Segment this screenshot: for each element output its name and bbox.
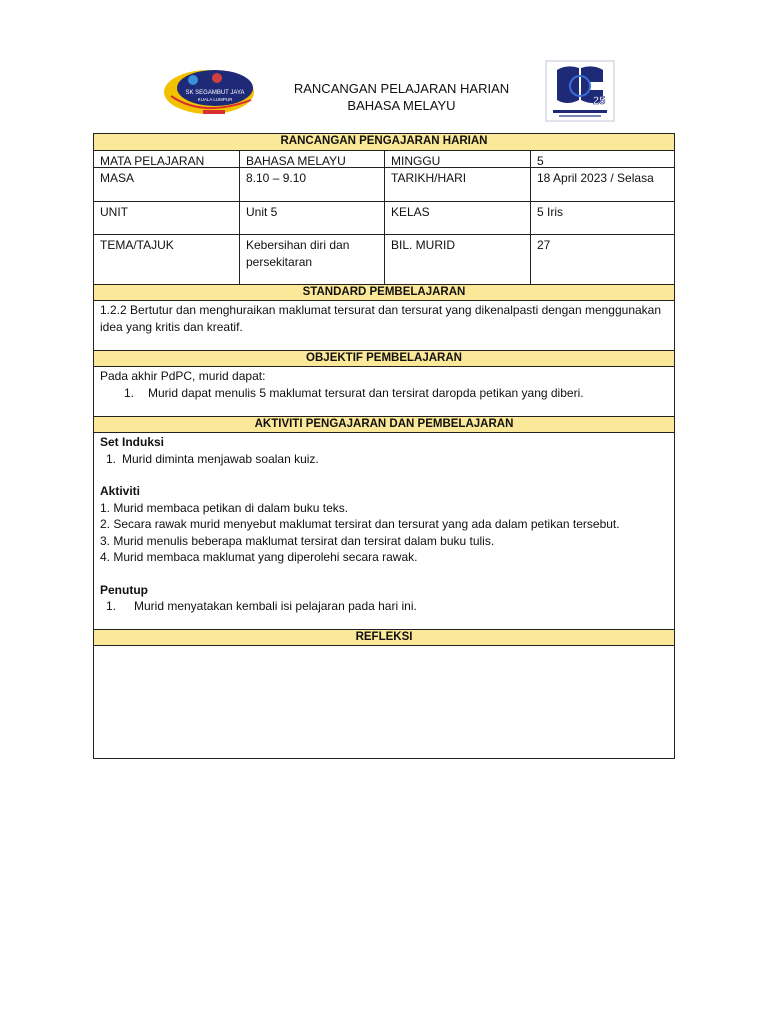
label-masa: MASA xyxy=(100,171,135,185)
label-minggu: MINGGU xyxy=(384,151,530,167)
aktiviti-title: Aktiviti xyxy=(100,484,141,498)
document-subtitle: BAHASA MELAYU xyxy=(347,98,456,113)
penutup-text: Murid menyatakan kembali isi pelajaran pada hari ini. xyxy=(134,599,417,613)
objektif-intro: Pada akhir PdPC, murid dapat: xyxy=(100,369,266,383)
objektif-content xyxy=(94,367,674,416)
info-row-unit xyxy=(94,201,674,234)
kssr-logo xyxy=(545,60,615,122)
objektif-heading: OBJEKTIF PEMBELAJARAN xyxy=(306,352,462,364)
standard-heading: STANDARD PEMBELAJARAN xyxy=(302,286,466,298)
school-logo-text-2: KUALA LUMPUR xyxy=(197,97,233,102)
label-mata-pelajaran: MATA PELAJARAN xyxy=(100,154,205,168)
label-unit: UNIT xyxy=(100,205,128,219)
aktiviti-heading: AKTIVITI PENGAJARAN DAN PEMBELAJARAN xyxy=(254,418,514,430)
objektif-band xyxy=(94,350,674,366)
aktiviti-content xyxy=(94,433,674,629)
refleksi-area xyxy=(94,645,674,758)
standard-text: 1.2.2 Bertutur dan menghuraikan maklumat tersurat dan tersurat yang dikenalpasti dengan menggunakan idea yang kritis dan kreatif. xyxy=(100,303,662,334)
set-induksi-title: Set Induksi xyxy=(100,435,165,449)
standard-row xyxy=(94,300,674,350)
value-kelas: 5 Iris xyxy=(530,202,674,234)
aktiviti-item-3: 3. Murid menulis beberapa maklumat tersirat dan tersirat dalam buku tulis. xyxy=(100,533,495,548)
label-bil-murid: BIL. MURID xyxy=(384,235,530,284)
penutup-item xyxy=(100,598,668,615)
refleksi-heading: REFLEKSI xyxy=(355,631,413,643)
document-title: RANCANGAN PELAJARAN HARIAN xyxy=(293,81,510,96)
info-row-theme xyxy=(94,234,674,284)
objektif-row xyxy=(94,366,674,416)
set-induksi-number: 1. xyxy=(106,451,117,466)
value-minggu: 5 xyxy=(530,151,674,167)
aktiviti-band xyxy=(94,416,674,432)
objektif-item-number: 1. xyxy=(124,385,135,400)
table-title: RANCANGAN PENGAJARAN HARIAN xyxy=(280,135,488,147)
aktiviti-item-4: 4. Murid membaca maklumat yang diperolehi secara rawak. xyxy=(100,550,418,564)
standard-band xyxy=(94,284,674,300)
document-header xyxy=(260,80,543,114)
kssr-logo-number: 25 xyxy=(593,95,606,107)
lesson-plan-table xyxy=(93,133,675,759)
label-tema-tajuk: TEMA/TAJUK xyxy=(100,238,174,252)
aktiviti-item-1: 1. Murid membaca petikan di dalam buku teks. xyxy=(100,500,349,515)
value-unit: Unit 5 xyxy=(239,202,384,234)
label-kelas: KELAS xyxy=(384,202,530,234)
objektif-item-text: Murid dapat menulis 5 maklumat tersurat dan tersirat daropda petikan yang diberi. xyxy=(148,385,584,400)
aktiviti-item-2: 2. Secara rawak murid menyebut maklumat tersirat dan tersurat yang ada dalam petikan tersebut. xyxy=(100,517,620,531)
info-row-subject xyxy=(94,150,674,167)
penutup-number: 1. xyxy=(106,599,117,613)
value-tema-tajuk: Kebersihan diri dan persekitaran xyxy=(239,235,384,284)
set-induksi-item xyxy=(100,451,668,468)
school-logo-text-1: SK SEGAMBUT JAYA xyxy=(185,90,245,96)
value-mata-pelajaran: BAHASA MELAYU xyxy=(239,151,384,167)
set-induksi-text: Murid diminta menjawab soalan kuiz. xyxy=(122,451,319,466)
penutup-title: Penutup xyxy=(100,582,148,597)
table-title-band xyxy=(94,134,674,150)
refleksi-band xyxy=(94,629,674,645)
objektif-list-item xyxy=(100,385,668,402)
value-masa: 8.10 – 9.10 xyxy=(239,168,384,201)
info-row-time xyxy=(94,167,674,201)
value-bil-murid: 27 xyxy=(530,235,674,284)
school-logo xyxy=(163,66,255,118)
label-tarikh-hari: TARIKH/HARI xyxy=(384,168,530,201)
value-tarikh-hari: 18 April 2023 / Selasa xyxy=(530,168,674,201)
aktiviti-row xyxy=(94,432,674,629)
